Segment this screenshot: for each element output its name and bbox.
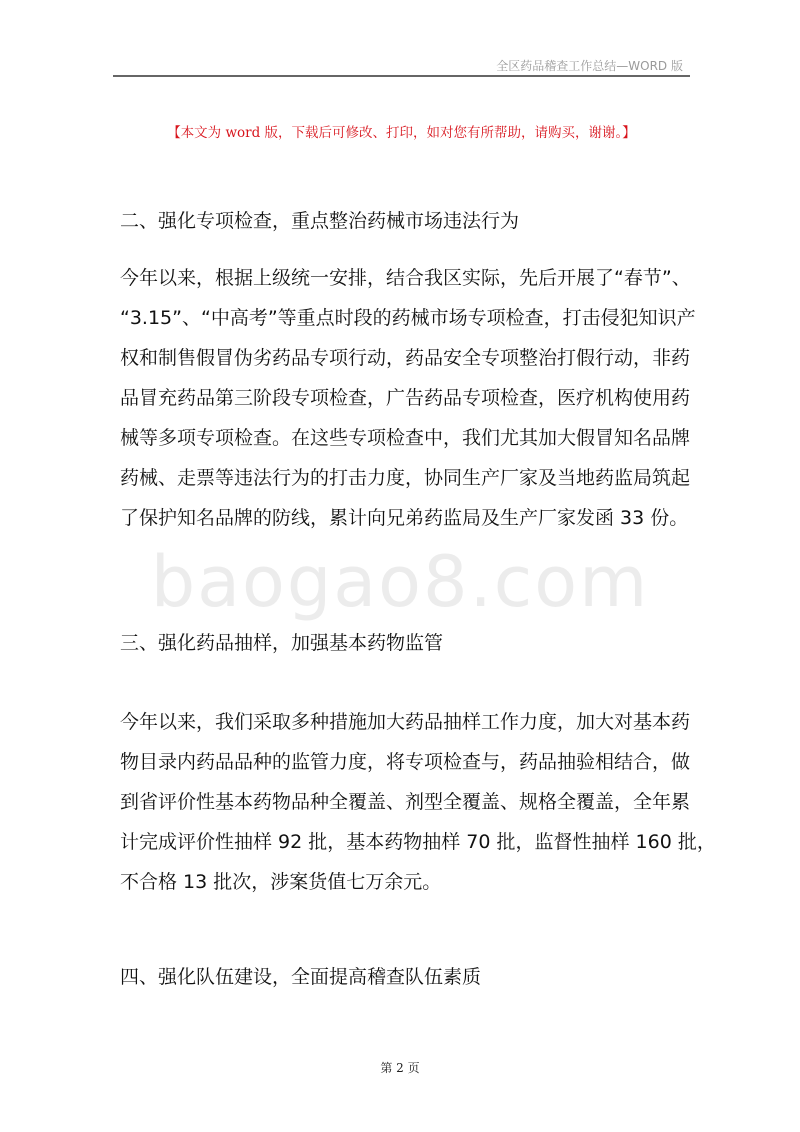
page-number: 第 2 页 bbox=[380, 1061, 420, 1075]
paragraph-line: 械等多项专项检查。在这些专项检查中，我们尤其加大假冒知名品牌 bbox=[120, 427, 691, 449]
watermark: baogao8.com bbox=[150, 541, 650, 623]
section-heading: 三、强化药品抽样，加强基本药物监管 bbox=[120, 632, 444, 654]
paragraph-line: 药械、走票等违法行为的打击力度，协同生产厂家及当地药监局筑起 bbox=[120, 467, 691, 489]
paragraph-line: 计完成评价性抽样 92 批，基本药物抽样 70 批，监督性抽样 160 批， bbox=[120, 831, 716, 853]
paragraph-line: “3.15”、“中高考”等重点时段的药械市场专项检查，打击侵犯知识产 bbox=[120, 307, 696, 329]
running-header: 全区药品稽查工作总结—WORD 版 bbox=[496, 59, 683, 73]
notice-banner: 【本文为 word 版，下载后可修改、打印，如对您有所帮助，请购买，谢谢。】 bbox=[167, 125, 636, 141]
section-heading: 二、强化专项检查，重点整治药械市场违法行为 bbox=[120, 210, 520, 232]
paragraph-line: 不合格 13 批次，涉案货值七万余元。 bbox=[120, 871, 442, 893]
paragraph-line: 权和制售假冒伪劣药品专项行动，药品安全专项整治打假行动，非药 bbox=[120, 347, 691, 369]
paragraph-line: 了保护知名品牌的防线，累计向兄弟药监局及生产厂家发函 33 份。 bbox=[120, 507, 689, 529]
header-rule bbox=[113, 75, 690, 77]
paragraph-line: 到省评价性基本药物品种全覆盖、剂型全覆盖、规格全覆盖，全年累 bbox=[120, 791, 691, 813]
section-heading: 四、强化队伍建设，全面提高稽查队伍素质 bbox=[120, 966, 482, 988]
paragraph-line: 品冒充药品第三阶段专项检查，广告药品专项检查，医疗机构使用药 bbox=[120, 387, 691, 409]
paragraph-line: 物目录内药品品种的监管力度，将专项检查与，药品抽验相结合，做 bbox=[120, 751, 691, 773]
paragraph-line: 今年以来，我们采取多种措施加大药品抽样工作力度，加大对基本药 bbox=[120, 711, 691, 733]
paragraph-line: 今年以来，根据上级统一安排，结合我区实际，先后开展了“春节”、 bbox=[120, 267, 691, 289]
